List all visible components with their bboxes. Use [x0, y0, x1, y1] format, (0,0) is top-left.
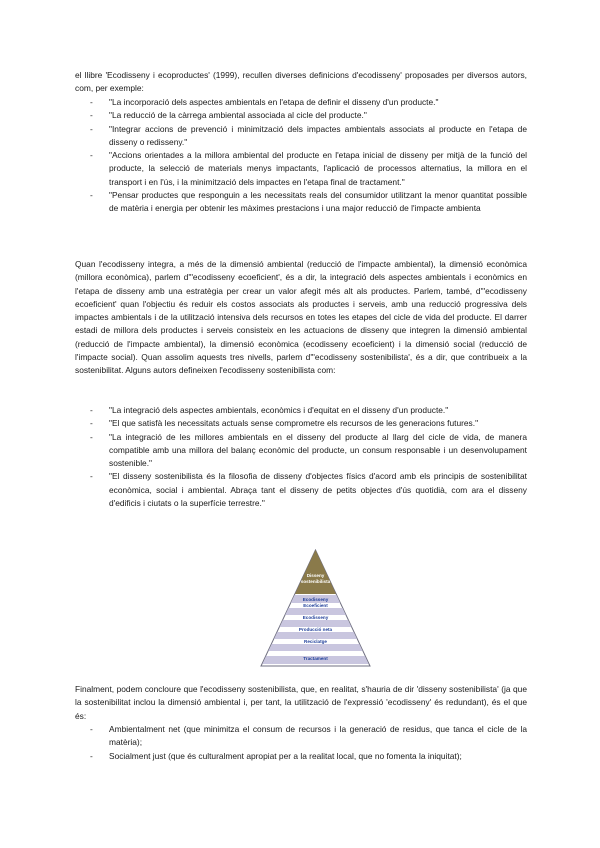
pyramid-band	[268, 644, 362, 651]
pyramid-label: Ecodisseny	[302, 615, 329, 620]
pyramid-top-level	[295, 550, 336, 594]
list-item: - "Integrar accions de prevenció i minimització dels impactes ambientals associats al producte en l'etapa de disseny o redisseny."	[90, 123, 527, 147]
pyramid-label: Reciclatge	[304, 639, 327, 644]
conclusion-list	[75, 723, 527, 763]
list-item: - Ambientalment net (que minimitza el consum de recursos i la generació de residus, que tanca el cicle de la matèria);	[90, 724, 527, 748]
pyramid-band	[280, 620, 352, 627]
main-paragraph: Quan l'ecodisseny integra, a més de la dimensió ambiental (reducció de l'impacte ambiental), la dimensió econòmica (millora econòmica), parlem d'"ecodisseny ecoeficient', és a dir, la integració dels aspectes ambientals i econòmics en l'etapa de disseny amb una estratègia per crear un valor afegit més alt als productes. Parlem, també, d'"ecodisseny ecoeficient' quan l'objectiu és reduir els costos associats als productes i serveis, amb una reducció progressiva dels impactes ambientals i de la utilització intensiva dels recursos en totes les etapes del cicle de vida del producte. El darrer estadi de millora dels productes i serveis consisteix en les actuacions de disseny que integren la dimensió ambiental (reducció de l'impacte ambiental), la dimensió econòmica (ecodisseny ecoeficient) i la dimensió social (reducció de l'impacte social). Quan assolim aquests tres nivells, parlem d'"ecodisseny sostenibilista', és a dir, que contribueix a la sostenibilitat. Alguns autors defineixen l'ecodisseny sostenibilista com:	[75, 259, 527, 376]
list-item: - "El que satisfà les necessitats actuals sense comprometre els recursos de les generacions futures."	[90, 418, 479, 429]
pyramid-label: Producció neta	[298, 627, 333, 632]
pyramid-label: sostenibilista	[300, 579, 331, 584]
list-item: - "Pensar productes que responguin a les necessitats reals del consumidor utilitzant la menor quantitat possible de matèria i energia per obtenir les màximes prestacions i una major reducció de l'impacte ambienta	[90, 190, 527, 214]
sustainability-pyramid-diagram	[260, 549, 371, 668]
pyramid-label: Ecodisseny	[302, 597, 329, 602]
list-item: - "La integració dels aspectes ambientals, econòmics i d'equitat en el disseny d'un producte."	[90, 405, 449, 415]
definitions-list-1	[75, 96, 527, 216]
list-item: - "La reducció de la càrrega ambiental associada al cicle del producte."	[90, 110, 367, 121]
pyramid-label: Ecoeficient	[303, 603, 328, 608]
list-item: - "La integració de les millores ambientals en el disseny del producte al llarg del cicle de vida, de manera compatible amb una millora del balanç econòmic del producte, un consum responsable i un desenvolupament sostenible."	[90, 431, 527, 469]
pyramid-label: Disseny	[306, 573, 325, 578]
pyramid-label: Tractament	[303, 656, 328, 661]
list-item: - "La incorporació dels aspectes ambientals en l'etapa de definir el disseny d'un producte."	[90, 97, 439, 107]
pyramid-band	[274, 632, 357, 639]
list-item: - "El disseny sostenibilista és la filosofia de disseny d'objectes físics d'acord amb els principis de sostenibilitat econòmica, social i ambiental. Abraça tant el disseny de petits objectes d'ús quotidià, com ara el disseny d'edificis i ciutats o la superfície terrestre."	[90, 471, 527, 509]
list-item: - "Accions orientades a la millora ambiental del producte en l'etapa inicial de disseny per mitjà de la funció del producte, la selecció de materials menys impactants, l'aplicació de processos alternatius, la millora en el transport i en l'ús, i la minimització dels impactes en l'etapa final de tractament."	[90, 150, 527, 187]
closing-paragraph: Finalment, podem concloure que l'ecodisseny sostenibilista, que, en realitat, s'hauria de dir 'disseny sostenibilista' (ja que la sostenibilitat inclou la dimensió ambiental i, per tant, la utilització de l'expressió 'ecodisseny' és redundant), és el que és:	[75, 684, 527, 721]
list-item: - Socialment just (que és culturalment apropiat per a la realitat local, que no fomenta la iniquitat);	[90, 750, 462, 761]
pyramid-band	[285, 608, 346, 615]
definitions-list-2	[75, 404, 527, 510]
intro-paragraph: el llibre 'Ecodisseny i ecoproductes' (1999), recullen diverses definicions d'ecodisseny' proposades per diversos autors, com, per exemple:	[75, 70, 527, 94]
